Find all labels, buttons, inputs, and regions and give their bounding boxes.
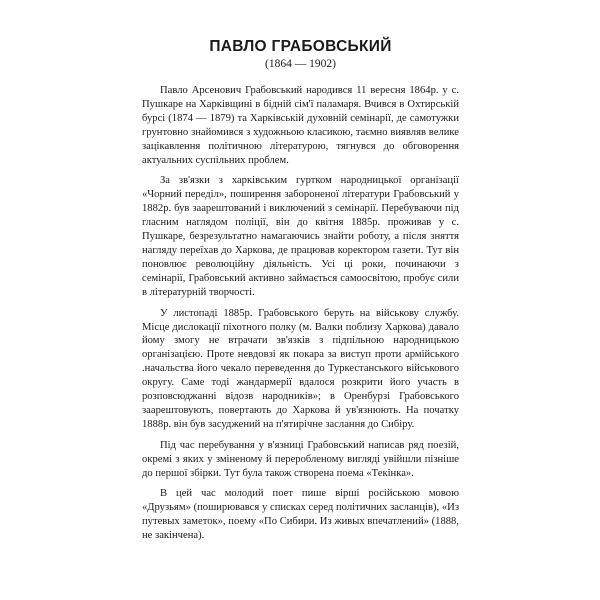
paragraph: В цей час молодий поет пише вірші російською мовою «Друзьям» (поширювався у списках серед політичних засланців), «Из путевых заметок», поему «По Сибири. Из живых впечатлений» (1888, не закінчена). xyxy=(142,488,459,542)
paragraph: За зв'язки з харківським гуртком народницької організації «Чорний переділ», поширення забороненої літератури Грабовський у 1882р. був заарештований і виключений з семінарії. Перебуваючи під гласним наглядом поліції, він до квітня 1885р. проживав у с. Пушкаре, безрезультатно намагаючись знайти роботу, а після зняття нагляду переїхав до Харкова, де працював коректором газети. Тут він поновлює революційну діяльність. Усі ці роки, починаючи з семінарії, Грабовський активно займається самоосвітою, пробує сили в літературній творчості. xyxy=(142,175,459,298)
document-body xyxy=(142,84,459,543)
paragraph: У листопаді 1885р. Грабовського беруть на військову службу. Місце дислокації піхотного полку (м. Валки поблизу Харкова) давало йому змогу не втрачати зв'язків з підпільною народницькою організацією. Проте невдовзі як покара за виступ проти армійського .начальства його чекало переведення до Туркестанського військового округу. Саме тоді жандармерії вдалося розкрити його участь в розповсюджанні відозв народників»; в Оренбурзі Грабовського заарештовують, повертають до Харкова й ув'язнюють. На початку 1888р. він був засуджений на п'ятирічне заслання до Сибіру. xyxy=(142,307,459,430)
page-title: ПАВЛО ГРАБОВСЬКИЙ xyxy=(209,38,392,55)
paragraph: Під час перебування у в'язниці Грабовський написав ряд поезій, окремі з яких у зміненому й переробленому вигляді увійшли пізніше до першої збірки. Тут була також створена поема «Текінка». xyxy=(142,439,459,479)
document-page xyxy=(142,38,459,550)
paragraph: Павло Арсенович Грабовський народився 11 вересня 1864р. у с. Пушкаре на Харківщині в бідній сім'ї паламаря. Вчився в Охтирській бурсі (1874 — 1879) та Харківській духовній семінарії, де самотужки грунтовно знайомився з художньою класикою, таємно виявляв велике зацікавлення політичною літературою, тягнувся до обговорення актуальних суспільних проблем. xyxy=(142,85,459,166)
life-years: (1864 — 1902) xyxy=(265,58,336,70)
